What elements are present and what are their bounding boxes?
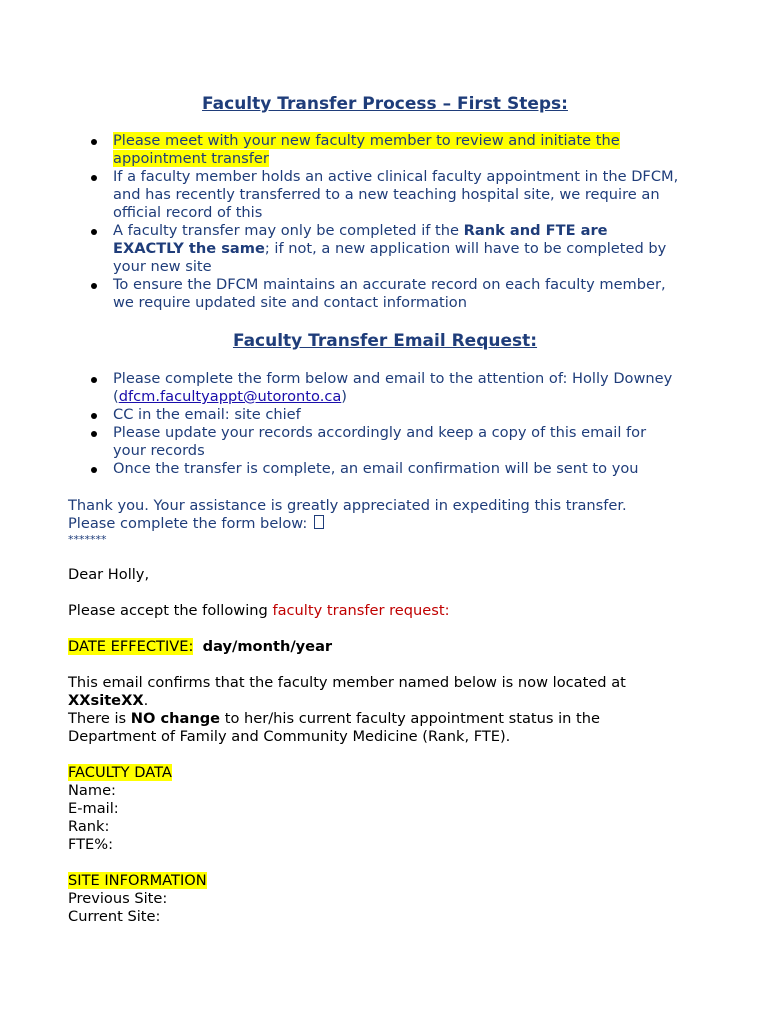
bold-text: EXACTLY the same [113, 240, 265, 257]
status-text: There is [68, 710, 131, 727]
list-text: To ensure the DFCM maintains an accurate record on each faculty member, [113, 276, 666, 293]
list-text: If a faculty member holds an active clinical faculty appointment in the DFCM, [113, 168, 679, 185]
list-text: ; if not, a new application will have to be completed by [264, 240, 667, 257]
list-item [68, 132, 708, 168]
highlighted-text: Please meet with your new faculty member to review and initiate the [113, 132, 620, 149]
section-title-email-request: Faculty Transfer Email Request: [232, 331, 538, 351]
list-item [68, 276, 708, 312]
field-label: Previous Site: [68, 890, 168, 907]
checkbox-glyph-icon [314, 515, 324, 529]
highlighted-text: appointment transfer [113, 150, 269, 167]
field-label: Name: [68, 782, 116, 799]
no-change-text: NO change [130, 710, 221, 727]
confirm-text: This email confirms that the faculty member named below is now located at [68, 674, 626, 691]
list-item [68, 222, 708, 276]
accept-line [68, 602, 718, 620]
thank-you-block [68, 497, 718, 546]
accept-red-text: faculty transfer request: [272, 602, 450, 619]
paren-open: ( [113, 388, 119, 405]
list-text: Please complete the form below and email to the attention of: Holly Downey [113, 370, 673, 387]
date-label: DATE EFFECTIVE: [68, 638, 194, 655]
site-placeholder: XXsiteXX [68, 692, 144, 709]
list-item [68, 406, 708, 424]
list-text: we require updated site and contact information [113, 294, 467, 311]
list-text: and has recently transferred to a new teaching hospital site, we require an [113, 186, 660, 203]
list-item [68, 168, 708, 222]
status-text: to her/his current faculty appointment status in the [220, 710, 600, 727]
list-item [68, 370, 708, 406]
list-text: your records [113, 442, 205, 459]
faculty-data-heading: FACULTY DATA [68, 764, 172, 781]
list-item [68, 424, 708, 460]
date-effective-line [68, 638, 718, 656]
site-information-heading: SITE INFORMATION [68, 872, 207, 889]
greeting: Dear Holly, [68, 566, 150, 583]
list-text: Please update your records accordingly and keep a copy of this email for [113, 424, 647, 441]
list-text: Once the transfer is complete, an email confirmation will be sent to you [113, 460, 639, 477]
thanks-text: Thank you. Your assistance is greatly appreciated in expediting this transfer. [68, 497, 627, 514]
list-item [68, 460, 708, 478]
list-text: your new site [113, 258, 212, 275]
thanks-text: Please complete the form below: [68, 515, 312, 532]
site-information-block [68, 872, 718, 926]
confirmation-block [68, 674, 718, 746]
email-request-list [68, 370, 708, 478]
first-steps-list [68, 132, 708, 312]
paren-close: ) [341, 388, 347, 405]
period: . [143, 692, 149, 709]
field-label: Rank: [68, 818, 110, 835]
field-label: E-mail: [68, 800, 119, 817]
list-text: CC in the email: site chief [113, 406, 301, 423]
faculty-data-block [68, 764, 718, 854]
list-text: official record of this [113, 204, 263, 221]
bold-text: Rank and FTE are [463, 222, 608, 239]
separator-stars: ******* [68, 533, 107, 546]
date-value: day/month/year [202, 638, 333, 655]
field-label: FTE%: [68, 836, 114, 853]
accept-text: Please accept the following [68, 602, 273, 619]
field-label: Current Site: [68, 908, 161, 925]
dept-text: Department of Family and Community Medicine (Rank, FTE). [68, 728, 511, 745]
section-title-first-steps: Faculty Transfer Process – First Steps: [202, 94, 568, 114]
list-text: A faculty transfer may only be completed if the [113, 222, 464, 239]
email-link[interactable]: dfcm.facultyappt@utoronto.ca [118, 388, 342, 405]
